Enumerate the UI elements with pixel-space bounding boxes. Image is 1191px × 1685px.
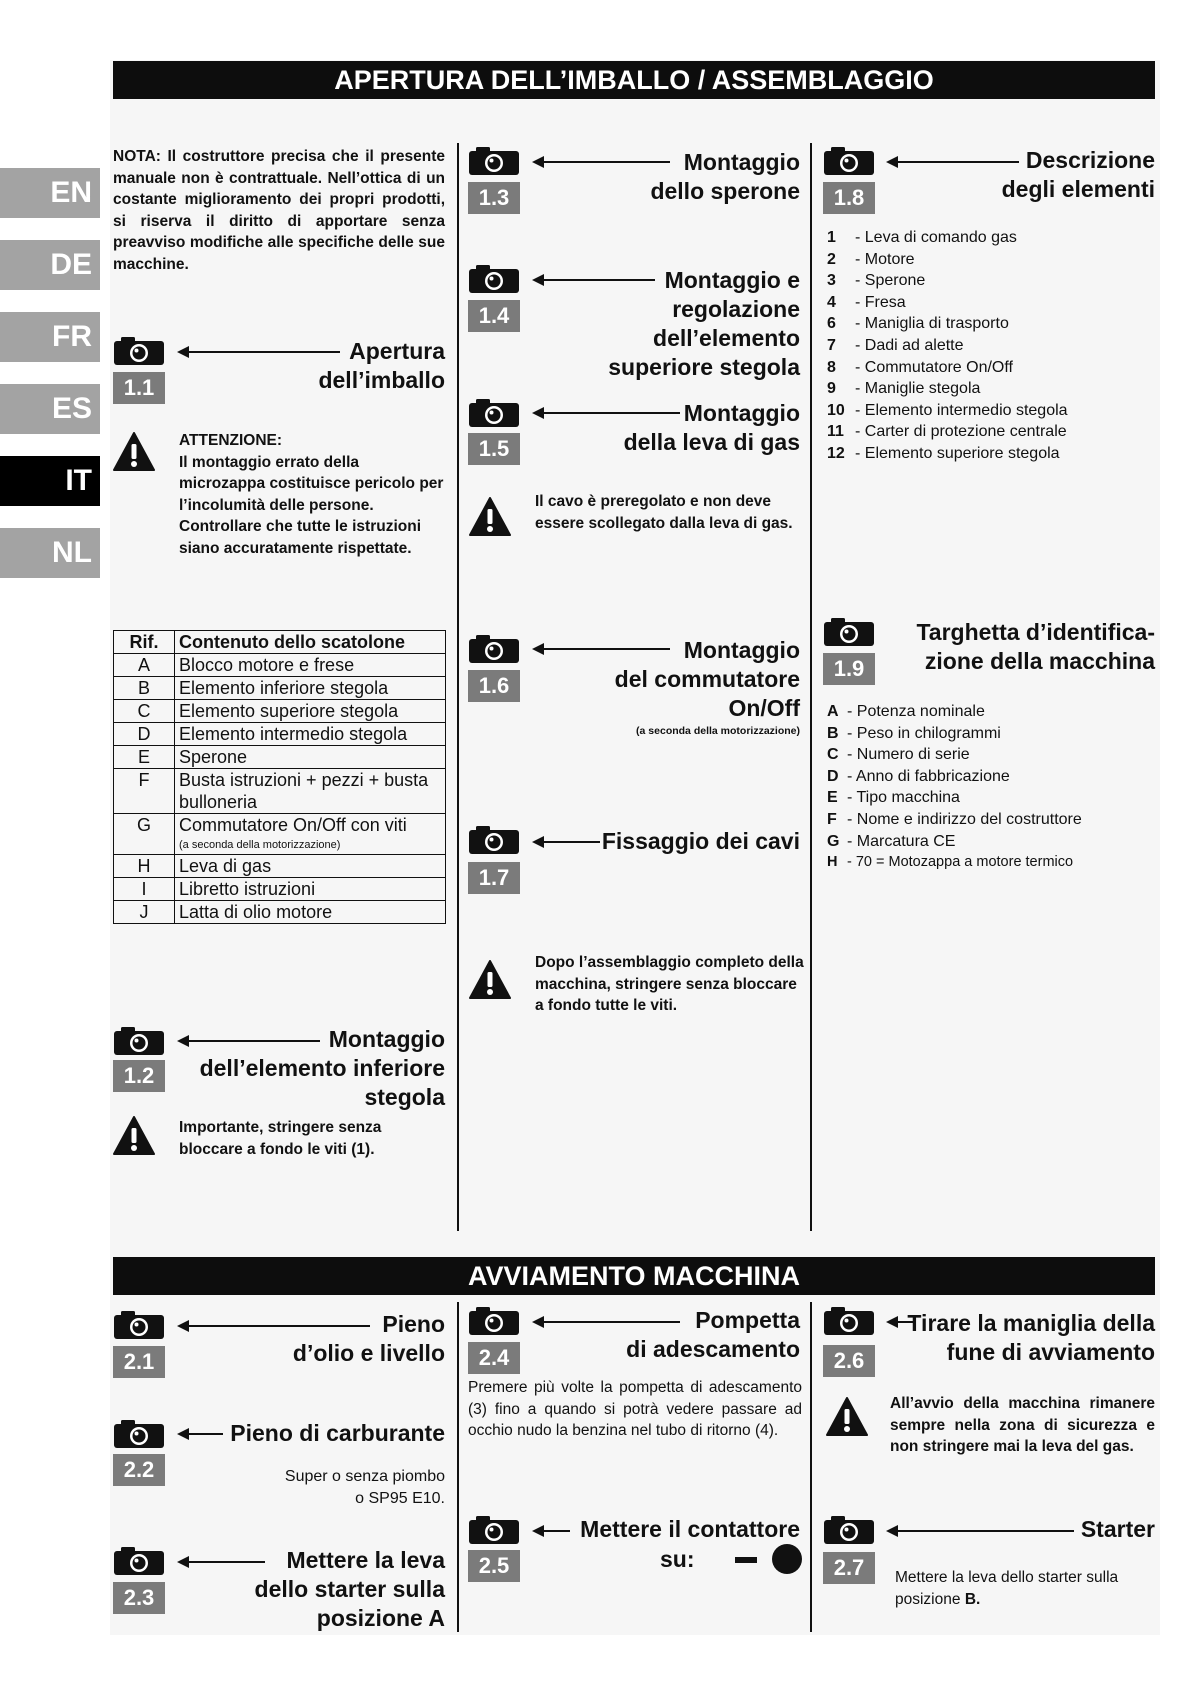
camera-icon [113,1310,165,1340]
step-title: Montaggio del commutatore On/Off (a seconda della motorizzazione) [614,637,800,737]
camera-icon [468,264,520,294]
list-item: 3 - Sperone [827,272,926,290]
camera-icon [113,1026,165,1056]
step-title: Targhetta d’identifica- zione della macchina [916,619,1155,674]
step-title: Pompetta di adescamento [626,1307,800,1362]
column-divider [457,143,459,1231]
step-title: Pieno di carburante [230,1420,445,1446]
arrow-left-icon [530,1523,570,1539]
step-badge: 2.2 [113,1454,165,1486]
manual-note: NOTA: Il costruttore precisa che il presente manuale non è contrattuale. Nell’ottica di un costante miglioramento dei propri prodotti, si riserva il diritto di apportare senza preavviso modifiche alle specifiche delle sue macchine. [113,148,445,273]
step-title: Montaggio della leva di gas [623,400,800,455]
arrow-left-icon [884,1523,1074,1539]
camera-icon [113,1419,165,1449]
camera-icon [468,634,520,664]
step-title: Mettere la leva dello starter sulla posizione A [254,1547,445,1631]
step-title: Apertura dell’imballo [318,338,445,393]
list-item: 4 - Fresa [827,293,906,311]
camera-icon [823,1515,875,1545]
table-row: D Elemento intermedio stegola [114,723,446,746]
primer-text: Premere più volte la pompetta di adescamento (3) fino a quando si potrà vedere passare ad occhio nudo la benzina nel tubo di ritorno (4). [468,1379,802,1439]
step-title: Montaggio e regolazione dell’elemento superiore stegola [608,267,800,380]
list-item: H - 70 = Motozappa a motore termico [827,854,1074,871]
table-row: C Elemento superiore stegola [114,700,446,723]
step-badge: 1.8 [823,182,875,214]
step-badge: 1.4 [468,300,520,332]
list-item: 7 - Dadi ad alette [827,336,964,354]
table-row: G Commutatore On/Off con viti (a seconda della motorizzazione) [114,814,446,855]
table-row: E Sperone [114,746,446,769]
step-badge: 1.1 [113,372,165,404]
warning-text: Importante, stringere senza bloccare a fondo le viti (1). [179,1119,382,1158]
table-header-ref: Rif. [114,631,175,654]
tab-fr[interactable]: FR [0,312,100,362]
camera-icon [468,1515,520,1545]
warning-text: ATTENZIONE: Il montaggio errato della microzappa costituisce pericolo per l’incolumità delle persone. Controllare che tutte le istruzioni siano accuratamente rispettate. [179,432,444,557]
camera-icon [823,146,875,176]
camera-icon [823,617,875,647]
table-row: F Busta istruzioni + pezzi + busta bulloneria [114,769,446,814]
arrow-left-icon [530,834,600,850]
camera-icon [468,1306,520,1336]
list-item: F - Nome e indirizzo del costruttore [827,810,1082,828]
arrow-left-icon [175,1426,223,1442]
step-title: Montaggio dello sperone [650,149,800,204]
warning-icon [113,1116,155,1156]
camera-icon [113,1546,165,1576]
warning-icon [826,1397,868,1437]
step-badge: 1.5 [468,433,520,465]
step-badge: 2.7 [823,1552,875,1584]
list-item: G - Marcatura CE [827,832,956,850]
step-badge: 1.2 [113,1060,165,1092]
list-item: 1 - Leva di comando gas [827,229,1017,246]
list-item: 2 - Motore [827,250,915,268]
tab-nl[interactable]: NL [0,528,100,578]
list-item: D - Anno di fabbricazione [827,767,1010,785]
camera-icon [468,398,520,428]
list-item: E - Tipo macchina [827,789,960,807]
tab-es[interactable]: ES [0,384,100,434]
table-header-row [114,631,446,654]
warning-text: Il cavo è preregolato e non deve essere scollegato dalla leva di gas. [535,493,793,532]
list-item: 12 - Elemento superiore stegola [827,444,1060,462]
table-row: A Blocco motore e frese [114,654,446,677]
step-title: Starter [1080,1516,1155,1542]
step-title: Montaggio dell’elemento inferiore stegola [199,1026,445,1110]
box-contents-table [113,630,446,924]
plate-list [827,701,1157,874]
camera-icon [113,336,165,366]
list-item: C - Numero di serie [827,746,970,764]
step-title-suffix: su: [660,1546,695,1572]
section-title-startup: AVVIAMENTO MACCHINA [113,1257,1155,1295]
tab-en[interactable]: EN [0,168,100,218]
switch-on-dot-icon [772,1544,802,1574]
warning-text: All’avvio della macchina rimanere sempre nella zona di sicurezza e non stringere mai la leva del gas. [890,1395,1155,1455]
column-divider [810,143,812,1231]
step-badge: 1.7 [468,862,520,894]
table-row: J Latta di olio motore [114,901,446,924]
step-title: Mettere il contattore [580,1516,800,1542]
elements-list [827,227,1157,465]
table-row: H Leva di gas [114,855,446,878]
column-divider [810,1302,812,1632]
section-title-assembly: APERTURA DELL’IMBALLO / ASSEMBLAGGIO [113,61,1155,99]
step-badge: 2.5 [468,1550,520,1582]
list-item: A - Potenza nominale [827,703,985,720]
list-item: 11 - Carter di protezione centrale [827,423,1067,441]
step-badge: 2.3 [113,1582,165,1614]
step-title: Pieno d’olio e livello [292,1311,445,1366]
switch-off-dash-icon [735,1557,757,1563]
step-badge: 2.4 [468,1342,520,1374]
column-divider [457,1302,459,1632]
step-title: Fissaggio dei cavi [601,828,800,854]
step-badge: 1.3 [468,182,520,214]
warning-icon [469,960,511,1000]
step-badge: 2.6 [823,1345,875,1377]
list-item: B - Peso in chilogrammi [827,724,1001,742]
camera-icon [823,1306,875,1336]
camera-icon [468,825,520,855]
list-item: 8 - Commutatore On/Off [827,358,1013,376]
step-title: Descrizione degli elementi [1001,147,1155,202]
tab-de[interactable]: DE [0,240,100,290]
list-item: 9 - Maniglie stegola [827,380,981,398]
tab-it[interactable]: IT [0,456,100,506]
list-item: 10 - Elemento intermedio stegola [827,401,1068,419]
step-badge: 1.6 [468,670,520,702]
table-row: I Libretto istruzioni [114,878,446,901]
table-row: B Elemento inferiore stegola [114,677,446,700]
fuel-text: Super o senza piombo o SP95 E10. [284,1468,445,1507]
warning-text: Dopo l’assemblaggio completo della macchina, stringere senza bloccare a fondo tutte le viti. [535,954,804,1014]
list-item: 6 - Maniglia di trasporto [827,315,1009,333]
step-badge: 1.9 [823,653,875,685]
warning-icon [113,432,155,472]
warning-icon [469,497,511,537]
step-badge: 2.1 [113,1346,165,1378]
table-header-content: Contenuto dello scatolone [175,631,446,654]
step-title: Tirare la maniglia della fune di avviamento [907,1310,1155,1365]
starter-text: Mettere la leva dello starter sulla posizione B. [895,1569,1119,1608]
camera-icon [468,146,520,176]
